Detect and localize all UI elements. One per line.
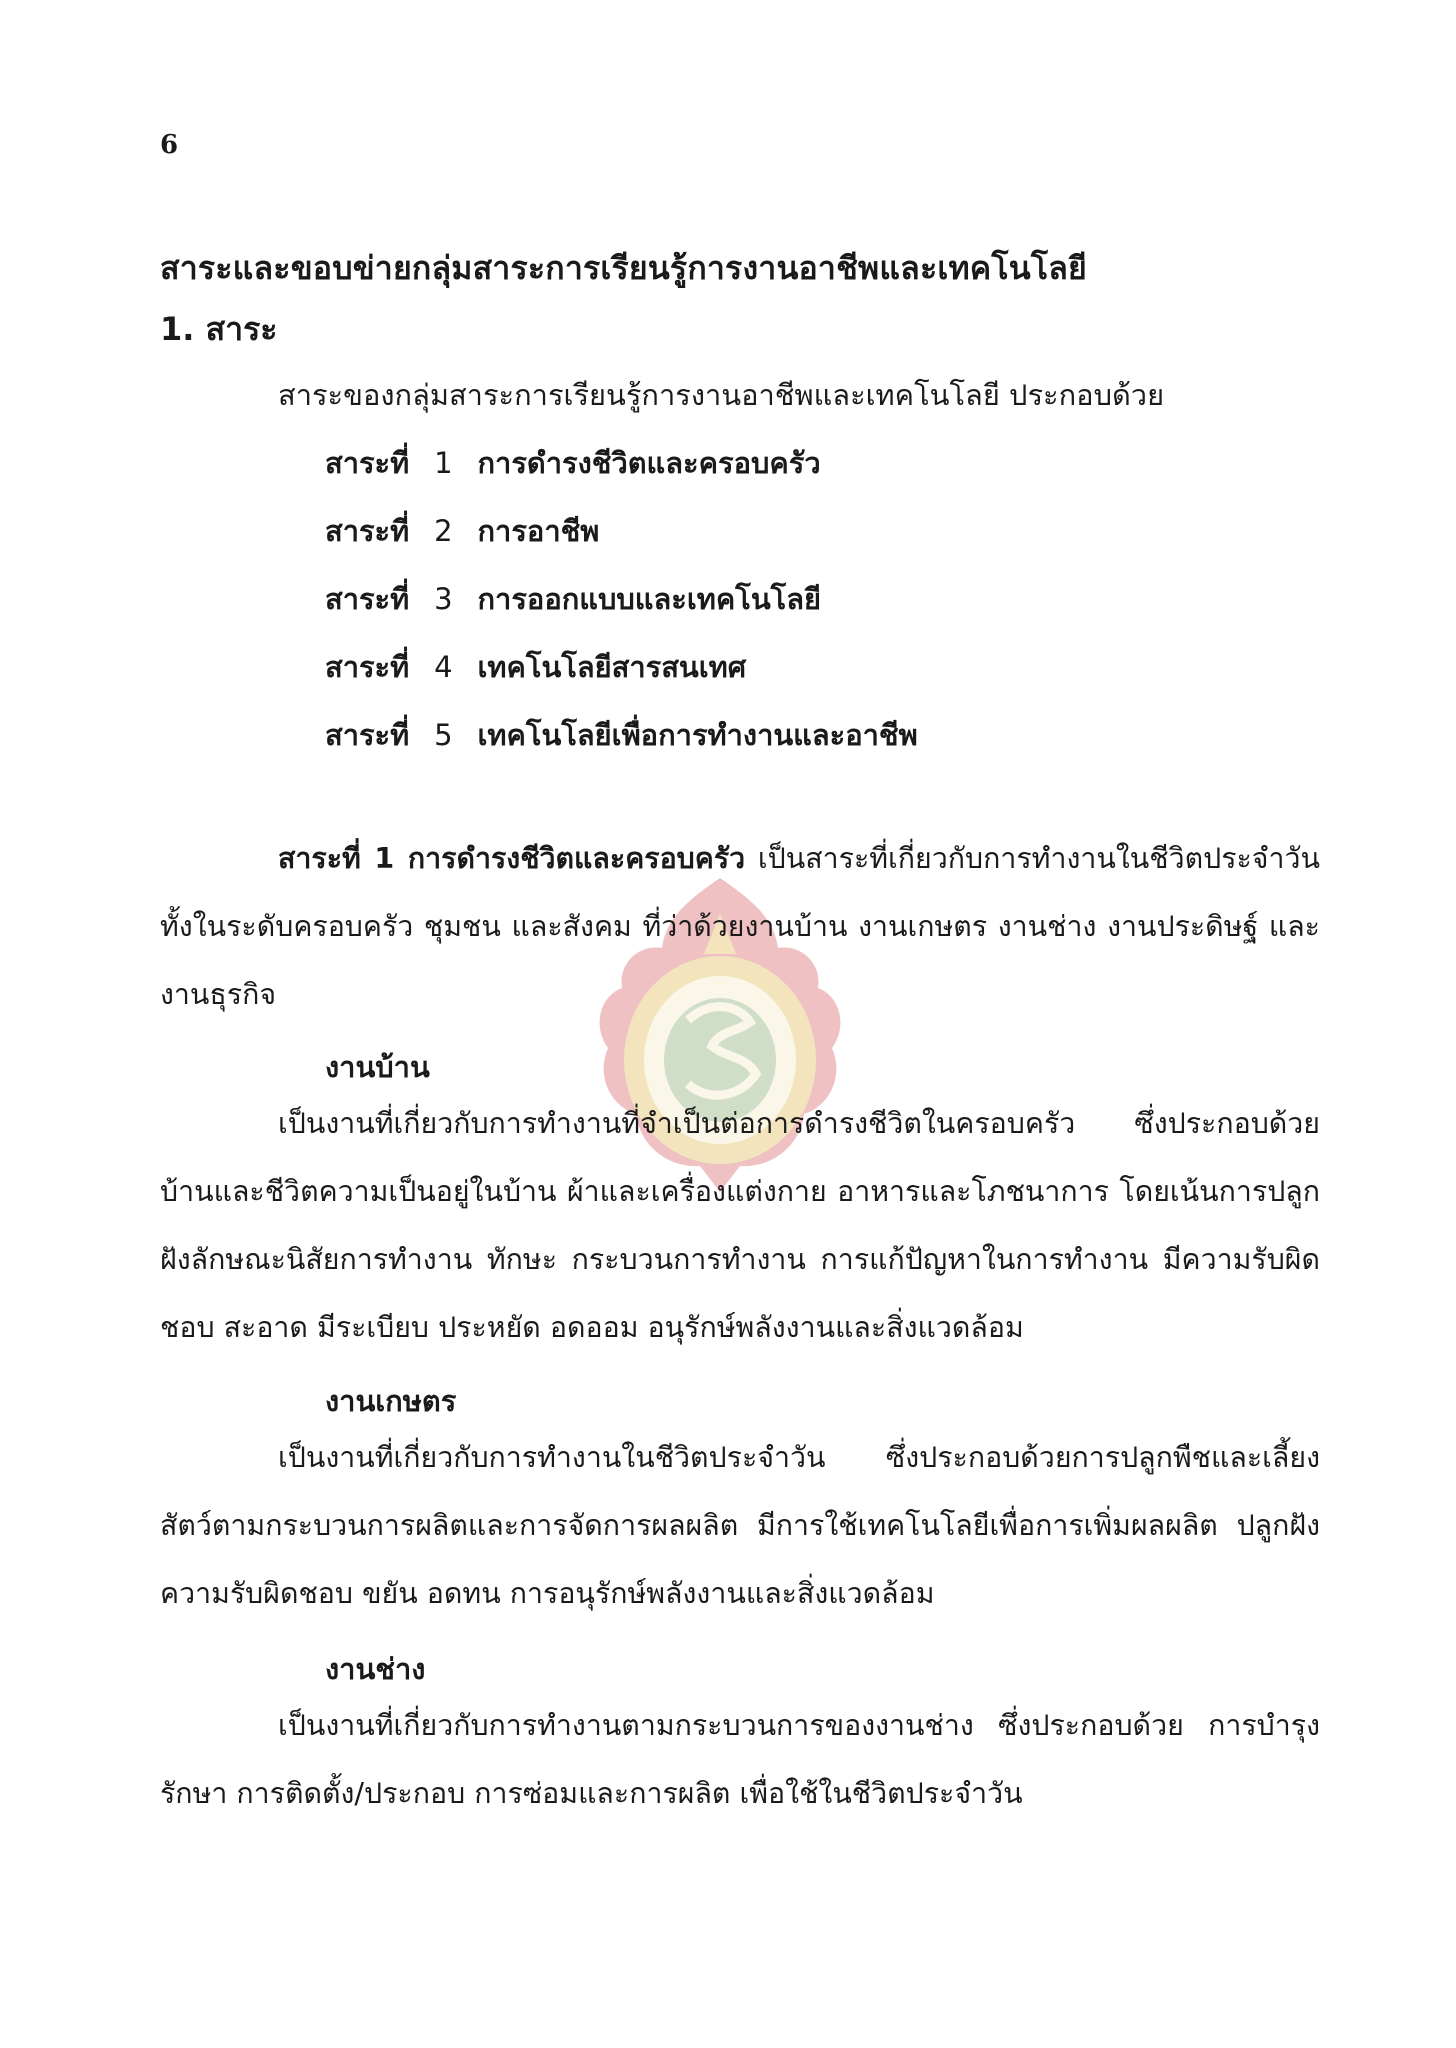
strand-item xyxy=(325,644,746,690)
subsection-text-home: เป็นงานที่เกี่ยวกับการทำงานที่จำเป็นต่อการดำรงชีวิตในครอบครัว ซึ่งประกอบด้วย บ้านและชีวิตความเป็นอยู่ในบ้าน ผ้าและเครื่องแต่งกาย อาหารและโภชนาการ โดยเน้นการปลูกฝังลักษณะนิสัยการทำงาน ทักษะ กระบวนการทำงาน การแก้ปัญหาในการทำงาน มีความรับผิดชอบ สะอาด มีระเบียบ ประหยัด อดออม อนุรักษ์พลังงานและสิ่งแวดล้อม xyxy=(160,1107,1320,1344)
subsection-text-agriculture: เป็นงานที่เกี่ยวกับการทำงานในชีวิตประจำวัน ซึ่งประกอบด้วยการปลูกพืชและเลี้ยงสัตว์ตามกระบวนการผลิตและการจัดการผลผลิต มีการใช้เทคโนโลยีเพื่อการเพิ่มผลผลิต ปลูกฝังความรับผิดชอบ ขยัน อดทน การอนุรักษ์พลังงานและสิ่งแวดล้อม xyxy=(160,1441,1320,1610)
section-heading: 1. สาระ xyxy=(160,310,278,348)
strand-label: สาระที่ xyxy=(325,718,410,752)
strand-name: เทคโนโลยีสารสนเทศ xyxy=(477,650,747,684)
strand-item xyxy=(325,712,918,758)
strand-label: สาระที่ xyxy=(325,650,410,684)
strand-label: สาระที่ xyxy=(325,582,410,616)
strand-item xyxy=(325,440,821,486)
subsection-heading-craft: งานช่าง xyxy=(325,1652,426,1686)
subsection-heading-home: งานบ้าน xyxy=(325,1050,430,1084)
strand-name: การดำรงชีวิตและครอบครัว xyxy=(477,446,821,480)
strand-number: 5 xyxy=(434,718,453,752)
strand-name: การอาชีพ xyxy=(477,514,600,548)
strand-label: สาระที่ xyxy=(325,446,410,480)
strand-label: สาระที่ xyxy=(325,514,410,548)
subsection-heading-agriculture: งานเกษตร xyxy=(325,1384,457,1418)
strand-number: 3 xyxy=(434,582,453,616)
page-number: 6 xyxy=(160,130,179,160)
strand-number: 4 xyxy=(434,650,453,684)
strand-item xyxy=(325,508,599,554)
strand-name: เทคโนโลยีเพื่อการทำงานและอาชีพ xyxy=(477,718,918,752)
strand1-lead: สาระที่ 1 การดำรงชีวิตและครอบครัว xyxy=(278,842,746,875)
strand1-paragraph xyxy=(160,825,1320,1029)
page-title: สาระและขอบข่ายกลุ่มสาระการเรียนรู้การงานอาชีพและเทคโนโลยี xyxy=(160,249,1087,287)
strand-number: 2 xyxy=(434,514,453,548)
strand-item xyxy=(325,576,821,622)
strand1-text: เป็นสาระที่เกี่ยวกับการทำงานในชีวิตประจำวัน ทั้งในระดับครอบครัว ชุมชน และสังคม ที่ว่าด้วยงานบ้าน งานเกษตร งานช่าง งานประดิษฐ์ และงานธุรกิจ xyxy=(160,842,1320,1011)
strand-name: การออกแบบและเทคโนโลยี xyxy=(477,582,822,616)
strand-number: 1 xyxy=(434,446,453,480)
subsection-text-craft: เป็นงานที่เกี่ยวกับการทำงานตามกระบวนการของงานช่าง ซึ่งประกอบด้วย การบำรุงรักษา การติดตั้ง/ประกอบ การซ่อมและการผลิต เพื่อใช้ในชีวิตประจำวัน xyxy=(160,1709,1320,1810)
intro-text: สาระของกลุ่มสาระการเรียนรู้การงานอาชีพและเทคโนโลยี ประกอบด้วย xyxy=(278,378,1165,412)
